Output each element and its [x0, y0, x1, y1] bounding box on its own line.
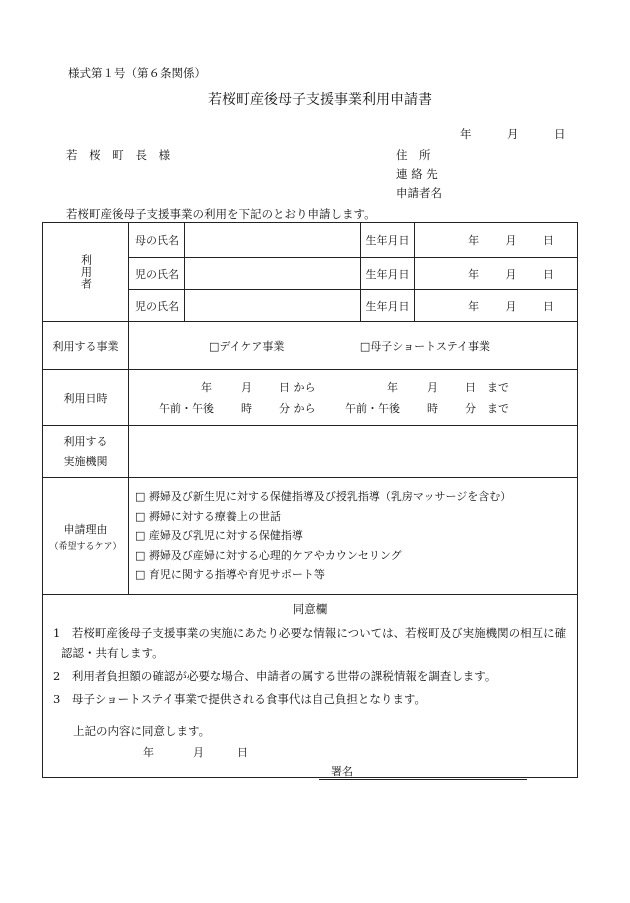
child2-name-label: 児の氏名 — [129, 290, 185, 322]
consent-row — [43, 595, 578, 778]
date-day-label: 日 — [554, 127, 566, 141]
service-options — [129, 322, 578, 370]
start-hour: 時 — [241, 401, 252, 415]
consent-agree-text: 上記の内容に同意します。 — [73, 724, 211, 738]
mother-name-label: 母の氏名 — [129, 223, 185, 258]
start-minute: 分 から — [279, 401, 316, 415]
date-year-label: 年 — [460, 127, 472, 141]
form-number: 様式第１号（第６条関係） — [68, 66, 206, 80]
start-ampm: 午前・午後 — [159, 401, 214, 415]
mother-dob-label: 生年月日 — [361, 223, 415, 258]
reason-row — [43, 478, 578, 595]
mother-dob-field[interactable] — [415, 223, 578, 258]
user-row-mother — [43, 223, 578, 258]
service-label: 利用する事業 — [43, 322, 129, 370]
child2-dob-day: 日 — [542, 299, 554, 313]
schedule-field[interactable] — [129, 370, 578, 426]
applicant-name-label: 申請者名 — [396, 186, 442, 200]
facility-label-line2: 実施機関 — [63, 454, 108, 468]
users-section-label-cell — [43, 223, 129, 322]
child2-dob-year: 年 — [468, 299, 480, 313]
mother-dob-month: 月 — [505, 234, 517, 247]
facility-label-cell — [43, 426, 129, 478]
consent-item-2: 2 利用者負担額の確認が必要な場合、申請者の属する世帯の課税情報を調査します。 — [53, 669, 497, 683]
child1-dob-year: 年 — [468, 267, 480, 281]
reason-sublabel: （希望するケア） — [49, 541, 122, 552]
end-day: 日 まで — [465, 380, 509, 394]
mother-dob-day: 日 — [542, 234, 554, 247]
consent-item-1-cont: 認認・共有します。 — [61, 646, 164, 660]
child2-dob-field[interactable] — [415, 290, 578, 322]
date-month-label: 月 — [507, 127, 519, 141]
users-section-label: 利用者 — [79, 254, 93, 290]
child1-name-field[interactable] — [185, 258, 361, 290]
page-title: 若桜町産後母子支援事業利用申請書 — [208, 92, 432, 108]
child1-name-label: 児の氏名 — [129, 258, 185, 290]
facility-row — [43, 426, 578, 478]
end-month: 月 — [427, 380, 438, 394]
mother-name-field[interactable] — [185, 223, 361, 258]
facility-field[interactable] — [129, 426, 578, 478]
reason-label-cell — [43, 478, 129, 595]
consent-title: 同意欄 — [292, 602, 328, 616]
mother-dob-year: 年 — [468, 234, 480, 247]
end-hour: 時 — [427, 401, 438, 415]
application-form-table — [42, 222, 578, 778]
intro-text: 若桜町産後母子支援事業の利用を下記のとおり申請します。 — [66, 207, 376, 221]
reason-option-3[interactable]: □ 産婦及び乳児に対する保健指導 — [135, 529, 303, 543]
signature-label: 署名 — [331, 765, 353, 778]
signature-field[interactable] — [319, 763, 527, 780]
schedule-row — [43, 370, 578, 426]
child2-dob-label: 生年月日 — [361, 290, 415, 322]
shortstay-checkbox[interactable]: □母子ショートステイ事業 — [359, 339, 490, 353]
child2-dob-month: 月 — [505, 299, 517, 313]
reason-option-2[interactable]: □ 褥婦に対する療養上の世話 — [135, 509, 281, 523]
daycare-checkbox[interactable]: □デイケア事業 — [209, 339, 285, 353]
child2-name-field[interactable] — [185, 290, 361, 322]
child1-dob-month: 月 — [505, 267, 517, 281]
address-label: 住 所 — [396, 148, 431, 162]
child1-dob-label: 生年月日 — [361, 258, 415, 290]
addressee: 若 桜 町 長 様 — [66, 148, 175, 162]
schedule-label: 利用日時 — [43, 370, 129, 426]
start-month: 月 — [241, 380, 252, 394]
start-day: 日 から — [279, 380, 316, 394]
reason-options — [129, 478, 578, 595]
reason-option-1[interactable]: □ 褥婦及び新生児に対する保健指導及び授乳指導（乳房マッサージを含む） — [135, 490, 512, 504]
facility-label-line1: 利用する — [63, 434, 108, 448]
child1-dob-day: 日 — [542, 267, 554, 281]
end-minute: 分 まで — [465, 401, 509, 415]
reason-label: 申請理由 — [63, 522, 108, 536]
consent-item-1: 1 若桜町産後母子支援事業の実施にあたり必要な情報については、若桜町及び実施機関の相互に確 — [53, 626, 567, 640]
end-ampm: 午前・午後 — [345, 401, 400, 415]
reason-option-4[interactable]: □ 褥婦及び産婦に対する心理的ケアやカウンセリング — [135, 548, 402, 562]
start-year: 年 — [201, 380, 212, 394]
end-year: 年 — [387, 380, 398, 394]
child1-dob-field[interactable] — [415, 258, 578, 290]
reason-option-5[interactable]: □ 育児に関する指導や育児サポート等 — [135, 568, 325, 582]
consent-date-year: 年 — [143, 746, 154, 759]
consent-date-day: 日 — [237, 746, 248, 759]
contact-label: 連 絡 先 — [396, 167, 438, 181]
consent-item-3: 3 母子ショートステイ事業で提供される食事代は自己負担となります。 — [53, 692, 427, 706]
service-row — [43, 322, 578, 370]
consent-date-month: 月 — [193, 746, 204, 759]
consent-section — [43, 595, 578, 778]
